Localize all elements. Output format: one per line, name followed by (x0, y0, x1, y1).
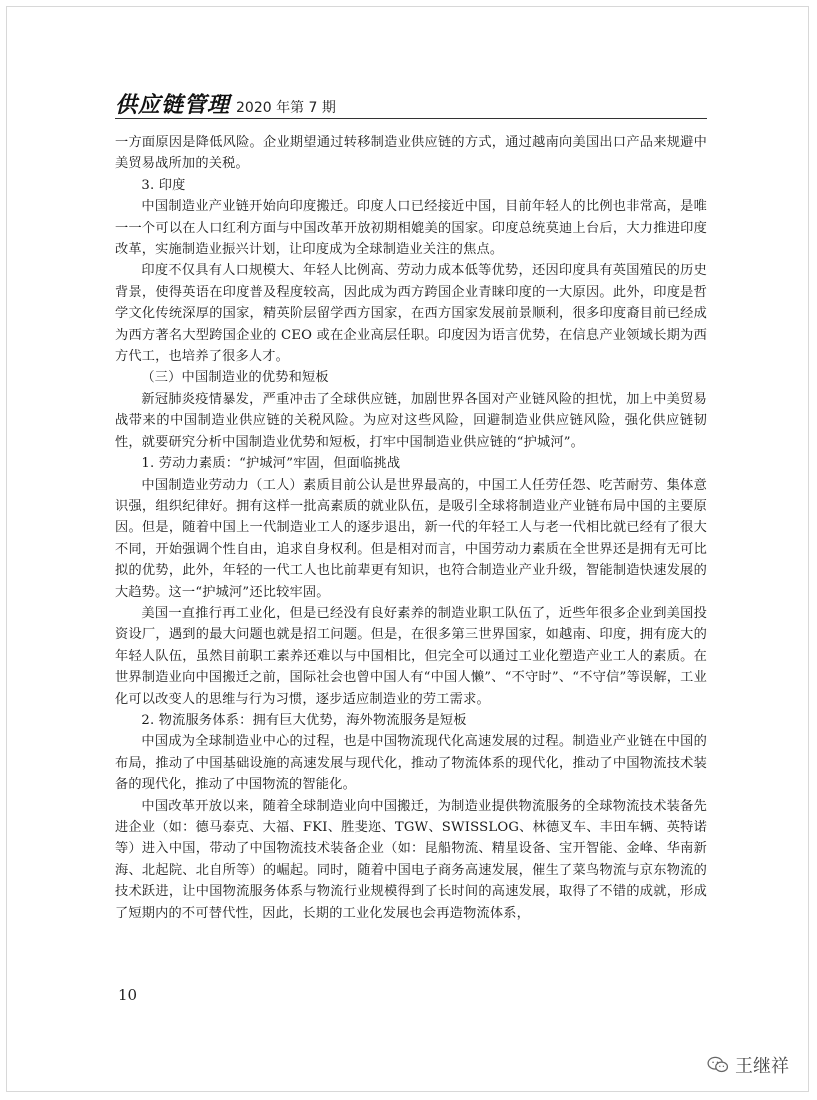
wechat-icon (707, 1056, 729, 1074)
issue-label: 2020 年第 7 期 (236, 100, 336, 116)
paragraph: 美国一直推行再工业化，但是已经没有良好素养的制造业职工队伍了，近些年很多企业到美国投资设厂，遇到的最大问题也就是招工问题。但是，在很多第三世界国家，如越南、印度，拥有庞大的年轻人队伍，虽然目前职工素养还难以与中国相比，但完全可以通过工业化塑造产业工人的素质。在世界制造业向中国搬迁之前，国际社会也曾中国人有“中国人懒”、“不守时”、“不守信”等误解，工业化可以改变人的思维与行为习惯，逐步适应制造业的劳工需求。 (115, 605, 707, 707)
paragraph: 印度不仅具有人口规模大、年轻人比例高、劳动力成本低等优势，还因印度具有英国殖民的历史背景，使得英语在印度普及程度较高，因此成为西方跨国企业青睐印度的一大原因。此外，印度是哲学文化传统深厚的国家，精英阶层留学西方国家，在西方国家发展前景顺利，很多印度裔目前已经成为西方著名大型跨国企业的 CEO 或在企业高层任职。印度因为语言优势，在信息产业领域长期为西方代工，也培养了很多人才。 (115, 263, 707, 365)
section-heading: （三）中国制造业的优势和短板 (141, 370, 329, 386)
paragraph: 一方面原因是降低风险。企业期望通过转移制造业供应链的方式，通过越南向美国出口产品来规避中美贸易战所加的关税。 (115, 135, 707, 172)
watermark-text: 王继祥 (735, 1056, 789, 1077)
section-heading: 3. 印度 (141, 177, 186, 193)
header-rule (115, 118, 707, 119)
section-heading: 2. 物流服务体系：拥有巨大优势，海外物流服务是短板 (141, 712, 467, 728)
page-number: 10 (118, 986, 138, 1004)
journal-name: 供应链管理 (115, 93, 231, 118)
paragraph: 中国制造业劳动力（工人）素质目前公认是世界最高的，中国工人任劳任怨、吃苦耐劳、集体意识强，组织纪律好。拥有这样一批高素质的就业队伍，是吸引全球将制造业产业链布局中国的主要原因。但是，随着中国上一代制造业工人的逐步退出，新一代的年轻工人与老一代相比就已经有了很大不同，开始强调个性自由，追求自身权利。但是相对而言，中国劳动力素质在全世界还是拥有无可比拟的优势，此外，年轻的一代工人也比前辈更有知识，也符合制造业产业升级，智能制造快速发展的大趋势。这一“护城河”还比较牢固。 (115, 477, 707, 600)
watermark (707, 1052, 789, 1078)
paragraph: 新冠肺炎疫情暴发，严重冲击了全球供应链，加剧世界各国对产业链风险的担忧，加上中美贸易战带来的中国制造业供应链的关税风险。为应对这些风险，回避制造业供应链风险，强化供应链韧性，就要研究分析中国制造业优势和短板，打牢中国制造业供应链的“护城河”。 (115, 391, 707, 450)
paragraph: 中国成为全球制造业中心的过程，也是中国物流现代化高速发展的过程。制造业产业链在中国的布局，推动了中国基础设施的高速发展与现代化，推动了物流体系的现代化，推动了中国物流技术装备的现代化，推动了中国物流的智能化。 (115, 734, 707, 793)
article-body (115, 132, 707, 924)
paragraph: 中国改革开放以来，随着全球制造业向中国搬迁，为制造业提供物流服务的全球物流技术装备先进企业（如：德马泰克、大福、FKI、胜斐迩、TGW、SWISSLOG、林德叉车、丰田车辆、英特诺等）进入中国，带动了中国物流技术装备企业（如：昆船物流、精星设备、宝开智能、金峰、华南新海、北起院、北自所等）的崛起。同时，随着中国电子商务高速发展，催生了菜鸟物流与京东物流的技术跃进，让中国物流服务体系与物流行业规模得到了长时间的高速发展，取得了不错的成就，形成了短期内的不可替代性，因此，长期的工业化发展也会再造物流体系， (115, 798, 707, 921)
page-header (115, 88, 705, 119)
paragraph: 中国制造业产业链开始向印度搬迁。印度人口已经接近中国，目前年轻人的比例也非常高，是唯一一个可以在人口红利方面与中国改革开放初期相媲美的国家。印度总统莫迪上台后，大力推进印度改革，实施制造业振兴计划，让印度成为全球制造业关注的焦点。 (115, 199, 707, 258)
section-heading: 1. 劳动力素质：“护城河”牢固，但面临挑战 (141, 456, 401, 472)
